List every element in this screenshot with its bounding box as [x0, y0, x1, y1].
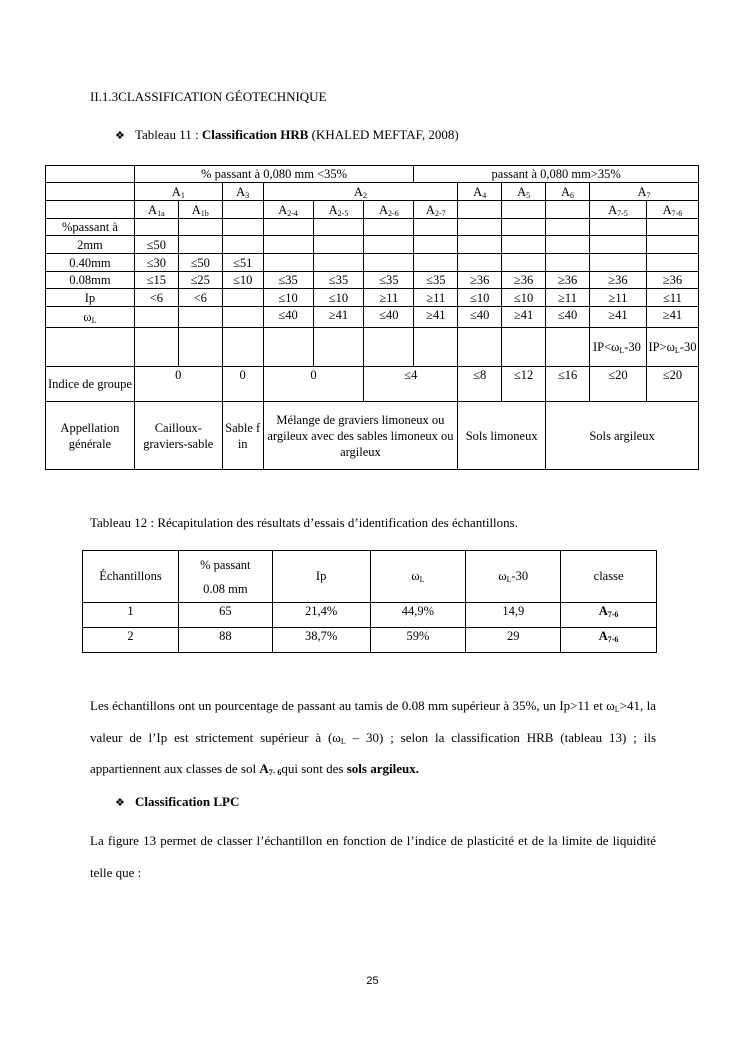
hrb-cell — [313, 254, 364, 272]
hrb-cell — [589, 254, 646, 272]
hrb-cell — [589, 219, 646, 236]
hrb-sub-a76: $A_{7-6}$ — [646, 201, 698, 219]
results-cell: 44,9% — [370, 603, 466, 628]
results-header-classe: classe — [561, 551, 657, 603]
hrb-indice-a1: 0 — [134, 367, 222, 402]
hrb-group-row — [46, 166, 699, 183]
hrb-app-a1: Cailloux-graviers-sable — [134, 402, 222, 470]
hrb-indice-a3: 0 — [222, 367, 263, 402]
hrb-cell: ≤30 — [134, 254, 178, 272]
hrb-cell: ≤10 — [263, 289, 313, 307]
results-header-wl: $\omega_L$ — [370, 551, 466, 603]
hrb-cell: ≤40 — [364, 307, 414, 328]
hrb-app-limoneux: Sols limoneux — [458, 402, 546, 470]
hrb-cell — [458, 236, 502, 254]
hrb-row-wl — [46, 307, 699, 328]
hrb-cell: ≥36 — [646, 272, 698, 289]
hrb-subclass-row — [46, 201, 699, 219]
hrb-cell — [263, 219, 313, 236]
hrb-indice-a75: ≤20 — [589, 367, 646, 402]
hrb-cell — [222, 236, 263, 254]
table11-caption-bold: Classification HRB — [201, 127, 309, 142]
results-cell: 65 — [178, 603, 272, 628]
hrb-cell — [646, 219, 698, 236]
hrb-cell — [178, 219, 222, 236]
hrb-cell: ≤40 — [546, 307, 590, 328]
hrb-indice-a4: ≤8 — [458, 367, 502, 402]
results-cell: 88 — [178, 628, 272, 653]
results-cell-classe: $A_{7-6}$ — [561, 628, 657, 653]
table12-caption: Tableau 12 : Récapitulation des résultats d’essais d’identification des échantillons. — [90, 515, 518, 530]
hrb-cell: ≤40 — [458, 307, 502, 328]
results-row — [83, 603, 657, 628]
diamond-bullet-icon: ❖ — [115, 797, 125, 809]
hrb-cell — [502, 219, 546, 236]
hrb-row-appellation — [46, 402, 699, 470]
hrb-app-a3: Sable fin — [222, 402, 263, 470]
hrb-class-a6: $A_6$ — [546, 183, 590, 201]
results-table — [82, 550, 657, 653]
hrb-blank-cell — [263, 328, 313, 367]
results-row — [83, 628, 657, 653]
hrb-indice-a76: ≤20 — [646, 367, 698, 402]
hrb-cell — [313, 236, 364, 254]
hrb-cell — [263, 254, 313, 272]
hrb-cell — [458, 254, 502, 272]
hrb-group-lt35: % passant à 0,080 mm <35% — [134, 166, 413, 183]
section-title: II.1.3CLASSIFICATION GÉOTECHNIQUE — [90, 89, 327, 104]
hrb-cell — [222, 307, 263, 328]
hrb-app-argileux: Sols argileux — [546, 402, 699, 470]
hrb-cell — [414, 236, 458, 254]
hrb-blank-cell — [46, 201, 135, 219]
hrb-cell: ≤50 — [134, 236, 178, 254]
hrb-cell: ≥36 — [502, 272, 546, 289]
hrb-cell: ≤50 — [178, 254, 222, 272]
hrb-row-label: 0.08mm — [46, 272, 135, 289]
hrb-blank-cell — [222, 328, 263, 367]
hrb-cell: ≥11 — [364, 289, 414, 307]
hrb-app-a2: Mélange de graviers limoneux ou argileux avec des sables limoneux ou argileux — [263, 402, 458, 470]
results-cell: 59% — [370, 628, 466, 653]
hrb-cell: ≤10 — [313, 289, 364, 307]
hrb-cell: ≤35 — [263, 272, 313, 289]
hrb-row-008mm — [46, 272, 699, 289]
hrb-blank-cell — [46, 183, 135, 201]
hrb-cell: ≤10 — [502, 289, 546, 307]
hrb-cell — [458, 219, 502, 236]
hrb-cell — [414, 219, 458, 236]
results-header-wl30: $\omega_L-30$ — [466, 551, 561, 603]
hrb-cell: ≥36 — [546, 272, 590, 289]
lpc-heading — [115, 794, 239, 810]
hrb-cell: ≥41 — [313, 307, 364, 328]
hrb-row-label: Ip — [46, 289, 135, 307]
hrb-blank-cell — [313, 328, 364, 367]
paragraph-lpc: La figure 13 permet de classer l’échantillon en fonction de l’indice de plasticité et de la limite de liquidité telle que : — [90, 833, 656, 880]
hrb-ip-cond-a75: $IP<\omega_L-30$ — [589, 328, 646, 367]
hrb-blank-cell — [546, 328, 590, 367]
hrb-class-a1: $A_1$ — [134, 183, 222, 201]
table11-caption-suffix: (KHALED MEFTAF, 2008) — [308, 127, 459, 142]
hrb-cell: ≤11 — [646, 289, 698, 307]
hrb-class-a5: $A_5$ — [502, 183, 546, 201]
hrb-cell: ≤10 — [458, 289, 502, 307]
hrb-sub-a27: $A_{2-7}$ — [414, 201, 458, 219]
hrb-indice-a2-left: 0 — [263, 367, 364, 402]
hrb-cell: ≥41 — [414, 307, 458, 328]
results-cell: 21,4% — [272, 603, 370, 628]
hrb-cell: ≤15 — [134, 272, 178, 289]
hrb-cell — [414, 254, 458, 272]
hrb-cell — [502, 236, 546, 254]
results-cell: 2 — [83, 628, 179, 653]
hrb-row-040mm — [46, 254, 699, 272]
hrb-sub-a1b: $A_{1b}$ — [178, 201, 222, 219]
hrb-cell — [222, 289, 263, 307]
hrb-cell: ≥36 — [458, 272, 502, 289]
hrb-row-label: %passant à — [46, 219, 135, 236]
hrb-cell — [178, 307, 222, 328]
hrb-ip-cond-a76: $IP>\omega_L-30$ — [646, 328, 698, 367]
table11-caption — [115, 127, 459, 143]
table11-caption-prefix: Tableau 11 : — [135, 127, 202, 142]
hrb-class-a7: $A_7$ — [589, 183, 698, 201]
results-cell: 14,9 — [466, 603, 561, 628]
hrb-blank-cell — [502, 328, 546, 367]
hrb-cell — [546, 254, 590, 272]
hrb-blank-cell — [458, 328, 502, 367]
hrb-row-passant — [46, 219, 699, 236]
hrb-row-label-appellation: Appellation générale — [46, 402, 135, 470]
hrb-blank-cell — [546, 201, 590, 219]
results-cell: 38,7% — [272, 628, 370, 653]
hrb-row-label: 2mm — [46, 236, 135, 254]
hrb-cell: ≤35 — [364, 272, 414, 289]
hrb-class-a4: $A_4$ — [458, 183, 502, 201]
hrb-cell — [263, 236, 313, 254]
hrb-row-indice — [46, 367, 699, 402]
hrb-cell: ≥11 — [589, 289, 646, 307]
hrb-cell — [589, 236, 646, 254]
results-cell-classe: $A_{7-6}$ — [561, 603, 657, 628]
hrb-corner-cell — [46, 166, 135, 183]
hrb-sub-a26: $A_{2-6}$ — [364, 201, 414, 219]
hrb-blank-cell — [364, 328, 414, 367]
hrb-cell: ≥41 — [502, 307, 546, 328]
hrb-cell: <6 — [134, 289, 178, 307]
hrb-cell — [222, 219, 263, 236]
hrb-sub-a1a: $A_{1a}$ — [134, 201, 178, 219]
hrb-cell — [313, 219, 364, 236]
hrb-indice-a6: ≤16 — [546, 367, 590, 402]
hrb-row-ip-condition — [46, 328, 699, 367]
hrb-class-a2: $A_2$ — [263, 183, 458, 201]
hrb-blank-cell — [178, 328, 222, 367]
hrb-row-label: 0.40mm — [46, 254, 135, 272]
hrb-cell: ≤40 — [263, 307, 313, 328]
hrb-blank-cell — [222, 201, 263, 219]
hrb-sub-a75: $A_{7-5}$ — [589, 201, 646, 219]
lpc-heading-text: Classification LPC — [135, 794, 240, 809]
hrb-row-label-indice: Indice de groupe — [46, 367, 135, 402]
hrb-cell — [546, 219, 590, 236]
hrb-cell — [364, 236, 414, 254]
paragraph-hrb-result: Les échantillons ont un pourcentage de passant au tamis de 0.08 mm supérieur à 35%, un Ip>11 et $\omega_L>41$, la valeur de l’Ip est strictement supérieur à $(\omega_L - 30)$ ; selon la classification HRB (tableau 13) ; ils appartiennent aux classes de sol $A_{7- 6}qui$ sont des sols argileux. — [90, 698, 657, 777]
hrb-class-row — [46, 183, 699, 201]
hrb-blank-cell — [134, 328, 178, 367]
hrb-sub-a25: $A_{2-5}$ — [313, 201, 364, 219]
hrb-cell: ≥11 — [546, 289, 590, 307]
hrb-class-a3: $A_3$ — [222, 183, 263, 201]
hrb-group-gt35: passant à 0,080 mm>35% — [414, 166, 699, 183]
hrb-cell — [646, 254, 698, 272]
hrb-row-ip — [46, 289, 699, 307]
results-header-echantillons: Échantillons — [83, 551, 179, 603]
hrb-cell: ≥41 — [646, 307, 698, 328]
diamond-bullet-icon: ❖ — [115, 130, 125, 142]
hrb-cell — [364, 254, 414, 272]
hrb-cell: ≤35 — [414, 272, 458, 289]
results-header-passant: % passant 0.08 mm — [178, 551, 272, 603]
hrb-cell: ≤35 — [313, 272, 364, 289]
hrb-cell — [364, 219, 414, 236]
hrb-cell — [134, 219, 178, 236]
hrb-cell — [134, 307, 178, 328]
results-cell: 1 — [83, 603, 179, 628]
hrb-row-2mm — [46, 236, 699, 254]
hrb-cell: <6 — [178, 289, 222, 307]
hrb-sub-a24: $A_{2-4}$ — [263, 201, 313, 219]
hrb-indice-a2-right: ≤4 — [364, 367, 458, 402]
hrb-cell: ≥41 — [589, 307, 646, 328]
hrb-indice-a5: ≤12 — [502, 367, 546, 402]
hrb-cell: ≤10 — [222, 272, 263, 289]
hrb-row-label-wl: $\omega_L$ — [46, 307, 135, 328]
hrb-cell: ≤51 — [222, 254, 263, 272]
hrb-blank-cell — [502, 201, 546, 219]
page-number: 25 — [366, 975, 379, 987]
hrb-classification-table — [45, 165, 699, 470]
hrb-cell: ≥11 — [414, 289, 458, 307]
results-cell: 29 — [466, 628, 561, 653]
results-header-ip: Ip — [272, 551, 370, 603]
hrb-blank-cell — [46, 328, 135, 367]
hrb-cell — [646, 236, 698, 254]
results-header-row — [83, 551, 657, 603]
hrb-blank-cell — [458, 201, 502, 219]
hrb-cell: ≥36 — [589, 272, 646, 289]
hrb-cell — [502, 254, 546, 272]
hrb-cell: ≤25 — [178, 272, 222, 289]
hrb-cell — [546, 236, 590, 254]
hrb-cell — [178, 236, 222, 254]
hrb-blank-cell — [414, 328, 458, 367]
